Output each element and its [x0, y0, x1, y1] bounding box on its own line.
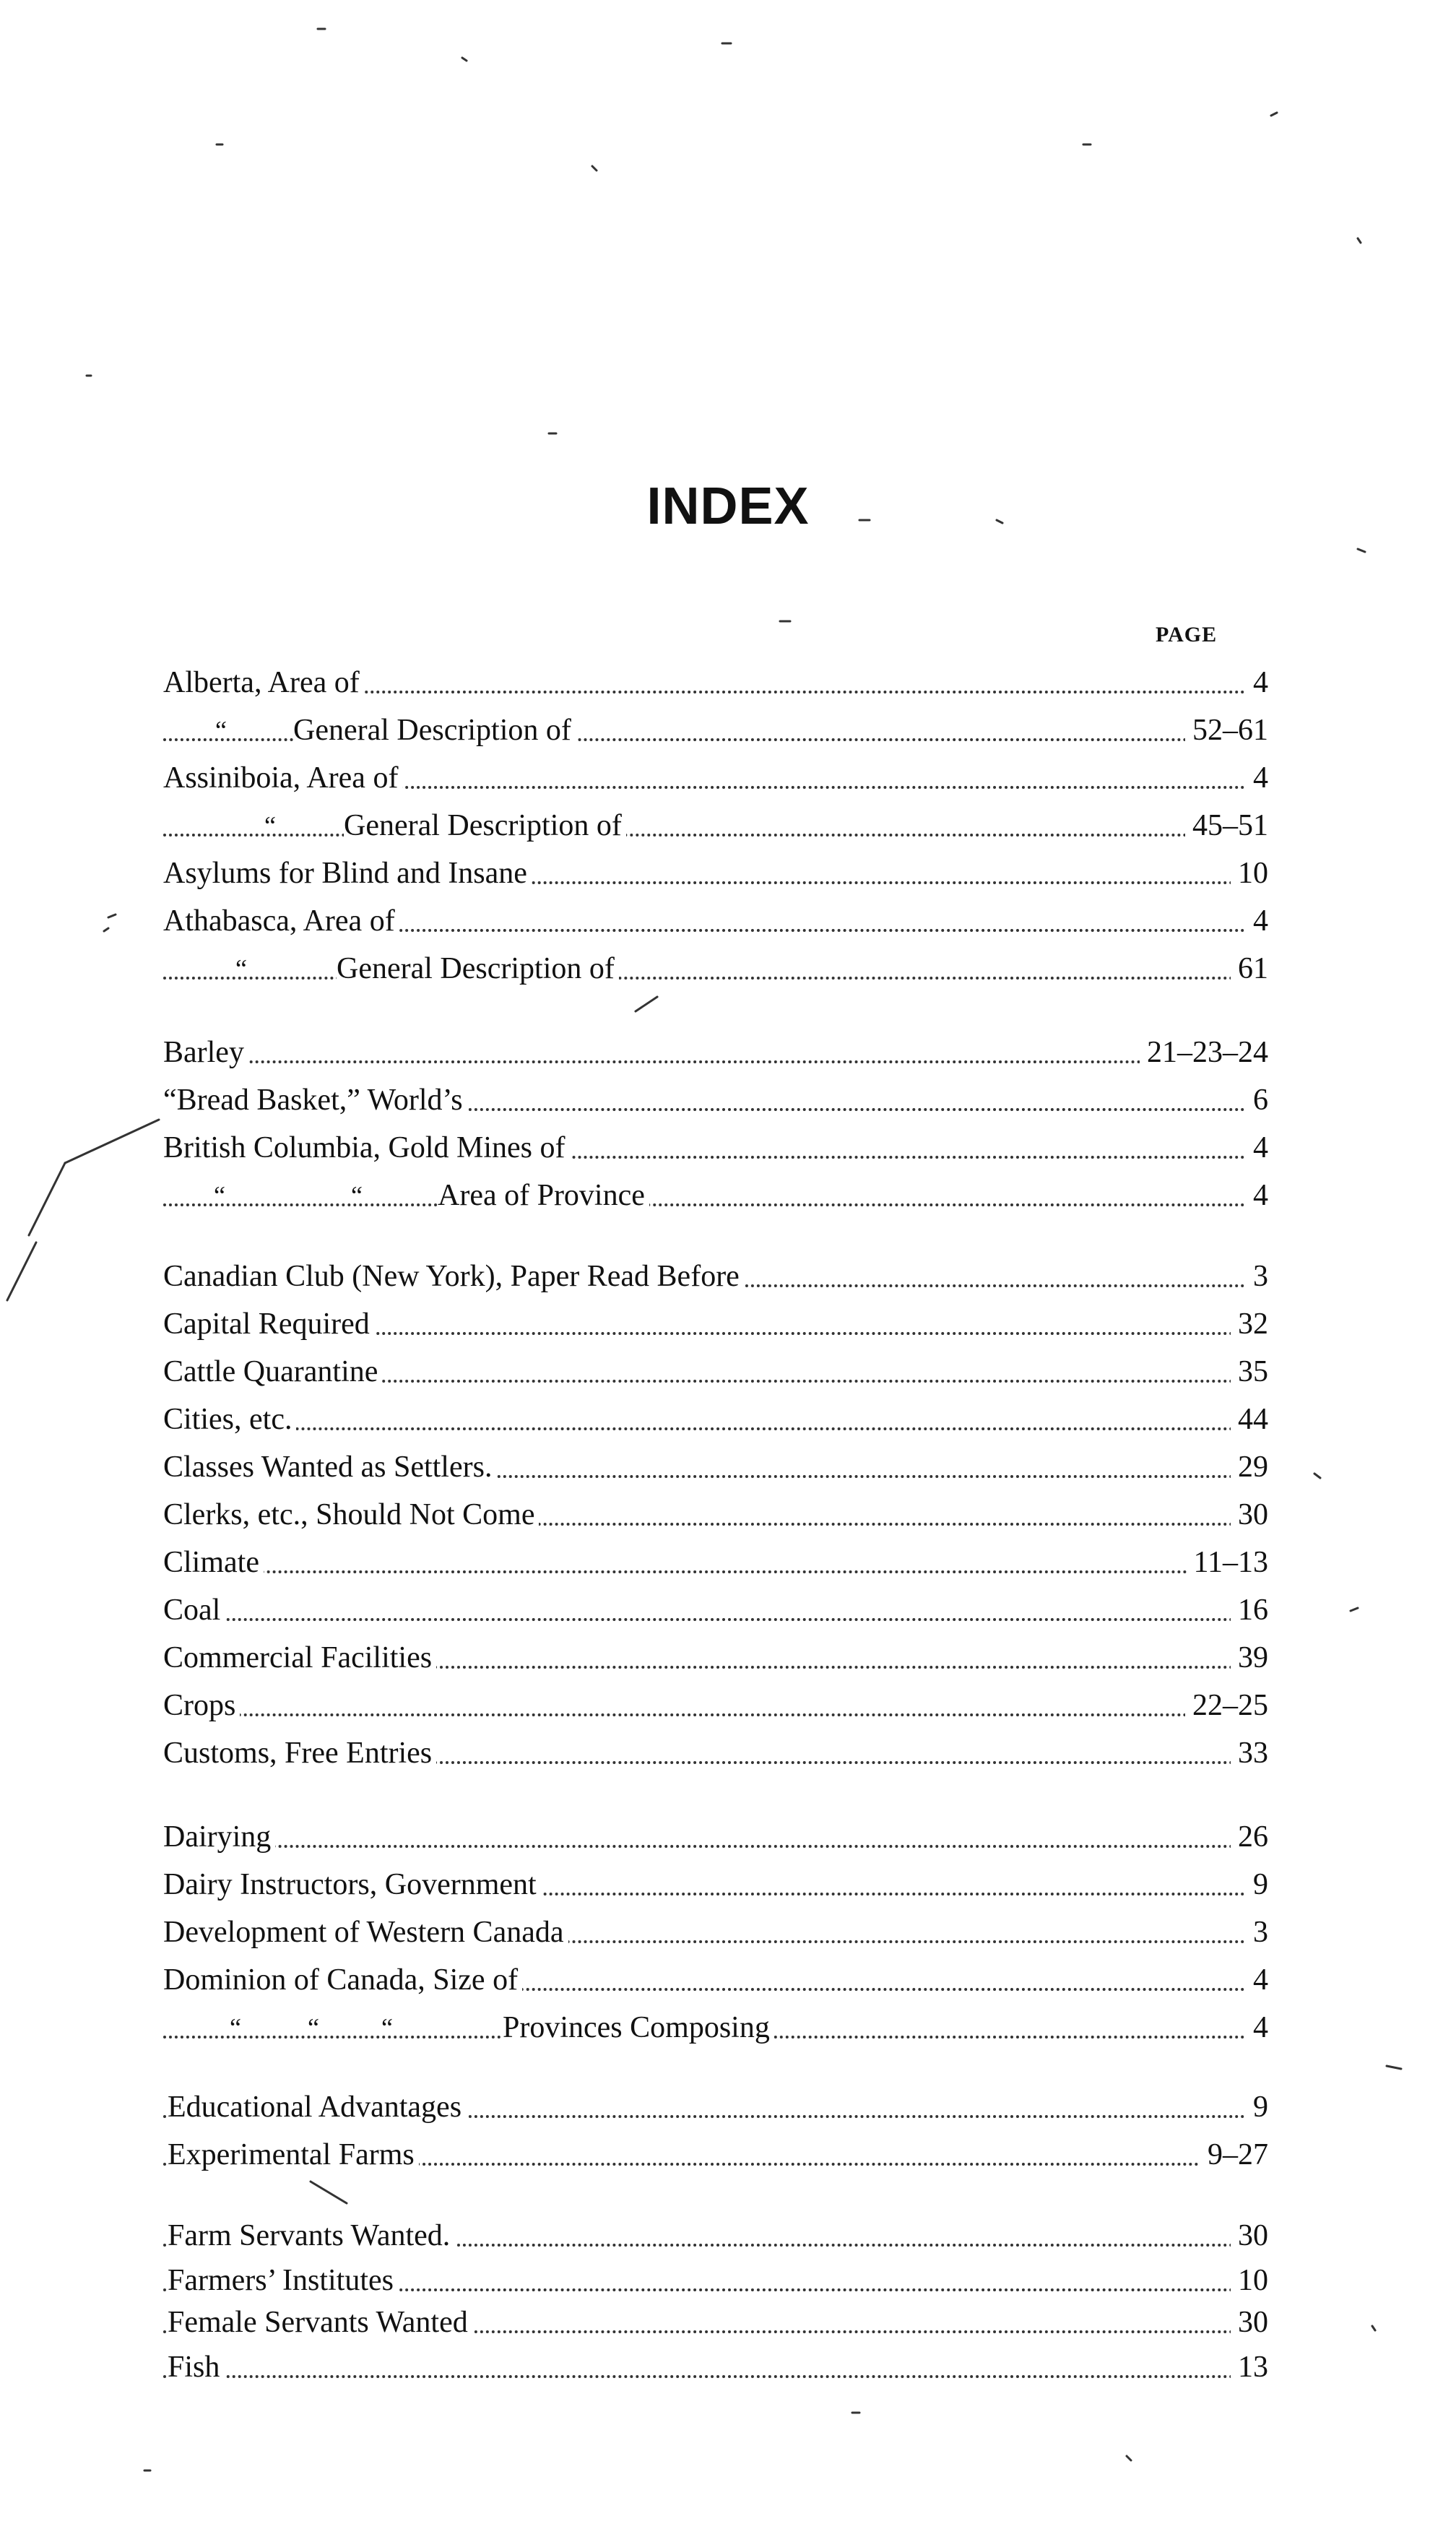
entry-page: 4: [1246, 1172, 1268, 1219]
entry-page: 9: [1246, 1861, 1268, 1908]
entry-label: General Description of: [344, 802, 626, 850]
index-entry: [163, 1029, 1268, 1076]
index-title: INDEX: [646, 477, 810, 535]
entry-page: 26: [1231, 1813, 1268, 1861]
entry-label: Farm Servants Wanted.: [168, 2212, 454, 2260]
index-entry: [163, 2131, 1268, 2179]
index-entry: [163, 1956, 1268, 2004]
entry-page: 10: [1231, 2257, 1268, 2304]
ditto-mark: “: [381, 2013, 393, 2042]
entry-label: Barley: [163, 1029, 248, 1076]
index-entry: [163, 754, 1268, 802]
index-entry: [163, 1861, 1268, 1908]
ditto-mark: “: [230, 2013, 241, 2042]
index-entry: [163, 1908, 1268, 1956]
entry-label: General Description of: [337, 945, 619, 993]
entry-label: Commercial Facilities: [163, 1634, 436, 1682]
ditto-mark: “: [214, 1181, 225, 1210]
entry-label: Dominion of Canada, Size of: [163, 1956, 522, 2004]
entry-label: Dairy Instructors, Government: [163, 1861, 541, 1908]
entry-page: 21–23–24: [1140, 1029, 1268, 1076]
index-entry: [163, 2212, 1268, 2260]
entry-page: 9: [1246, 2083, 1268, 2131]
index-entry: [163, 1634, 1268, 1682]
entry-page: 10: [1231, 850, 1268, 897]
entry-label: Experimental Farms: [168, 2131, 419, 2179]
entry-label: Dairying: [163, 1813, 275, 1861]
index-entry: [163, 2257, 1268, 2304]
entry-page: 35: [1231, 1348, 1268, 1396]
index-entry: [163, 2299, 1268, 2346]
entry-label: Fish: [168, 2343, 224, 2391]
index-entry: [163, 1300, 1268, 1348]
index-entry: [163, 802, 1268, 850]
entry-label: Customs, Free Entries: [163, 1729, 436, 1777]
index-entry: [163, 1253, 1268, 1300]
ditto-mark: “: [264, 811, 276, 840]
entry-label: General Description of: [293, 706, 576, 754]
entry-page: 4: [1246, 754, 1268, 802]
entry-label: Development of Western Canada: [163, 1908, 568, 1956]
ditto-mark: “: [351, 1181, 363, 1210]
index-entry: [163, 1491, 1268, 1539]
index-entry: [163, 1539, 1268, 1586]
entry-page: 52–61: [1185, 706, 1268, 754]
entry-page: 45–51: [1185, 802, 1268, 850]
entry-page: 4: [1246, 2004, 1268, 2052]
index-entry: [163, 659, 1268, 706]
entry-label: Classes Wanted as Settlers.: [163, 1443, 496, 1491]
index-entry: [163, 1813, 1268, 1861]
entry-label: Cattle Quarantine: [163, 1348, 382, 1396]
entry-label: Clerks, etc., Should Not Come: [163, 1491, 539, 1539]
page-column-header: PAGE: [1156, 623, 1218, 647]
entry-page: 3: [1246, 1908, 1268, 1956]
index-entry: [163, 1586, 1268, 1634]
index-entry: [163, 1076, 1268, 1124]
entry-page: 16: [1231, 1586, 1268, 1634]
index-entry: [163, 2083, 1268, 2131]
index-entry: [163, 1396, 1268, 1443]
index-entry: [163, 945, 1268, 993]
entry-label: Female Servants Wanted: [168, 2299, 472, 2346]
entry-label: Assiniboia, Area of: [163, 754, 402, 802]
entry-page: 11–13: [1187, 1539, 1268, 1586]
entry-page: 9–27: [1200, 2131, 1268, 2179]
entry-page: 4: [1246, 1956, 1268, 2004]
entry-label: Capital Required: [163, 1300, 374, 1348]
index-entry: [163, 1729, 1268, 1777]
entry-label: Alberta, Area of: [163, 659, 364, 706]
index-entry: [163, 706, 1268, 754]
index-entry: [163, 1124, 1268, 1172]
entry-page: 13: [1231, 2343, 1268, 2391]
entry-label: Climate: [163, 1539, 264, 1586]
entry-page: 29: [1231, 1443, 1268, 1491]
ditto-mark: “: [215, 716, 227, 745]
index-entry: [163, 2004, 1268, 2052]
entry-label: Canadian Club (New York), Paper Read Before: [163, 1253, 744, 1300]
entry-page: 61: [1231, 945, 1268, 993]
index-entry: [163, 1348, 1268, 1396]
entry-page: 6: [1246, 1076, 1268, 1124]
entry-label: Provinces Composing: [503, 2004, 774, 2052]
entry-label: Crops: [163, 1682, 240, 1729]
index-entry: [163, 1172, 1268, 1219]
entry-page: 30: [1231, 2299, 1268, 2346]
index-entry: [163, 2343, 1268, 2391]
ditto-mark: “: [308, 2013, 319, 2042]
ditto-mark: “: [235, 954, 247, 983]
entry-label: Area of Province: [438, 1172, 649, 1219]
entry-label: Educational Advantages: [168, 2083, 466, 2131]
entry-page: 4: [1246, 1124, 1268, 1172]
entry-label: Coal: [163, 1586, 225, 1634]
entry-page: 22–25: [1185, 1682, 1268, 1729]
index-entry: [163, 1682, 1268, 1729]
entry-page: 30: [1231, 2212, 1268, 2260]
entry-label: Athabasca, Area of: [163, 897, 399, 945]
entry-page: 39: [1231, 1634, 1268, 1682]
entry-page: 30: [1231, 1491, 1268, 1539]
entry-page: 3: [1246, 1253, 1268, 1300]
entry-page: 4: [1246, 659, 1268, 706]
index-entry: [163, 897, 1268, 945]
index-entry: [163, 1443, 1268, 1491]
entry-page: 4: [1246, 897, 1268, 945]
entry-label: Cities, etc.: [163, 1396, 296, 1443]
index-entry: [163, 850, 1268, 897]
entry-page: 33: [1231, 1729, 1268, 1777]
entry-label: Asylums for Blind and Insane: [163, 850, 532, 897]
entry-label: Farmers’ Institutes: [168, 2257, 398, 2304]
entry-label: “Bread Basket,” World’s: [163, 1076, 467, 1124]
entry-page: 44: [1231, 1396, 1268, 1443]
entry-label: British Columbia, Gold Mines of: [163, 1124, 570, 1172]
entry-page: 32: [1231, 1300, 1268, 1348]
